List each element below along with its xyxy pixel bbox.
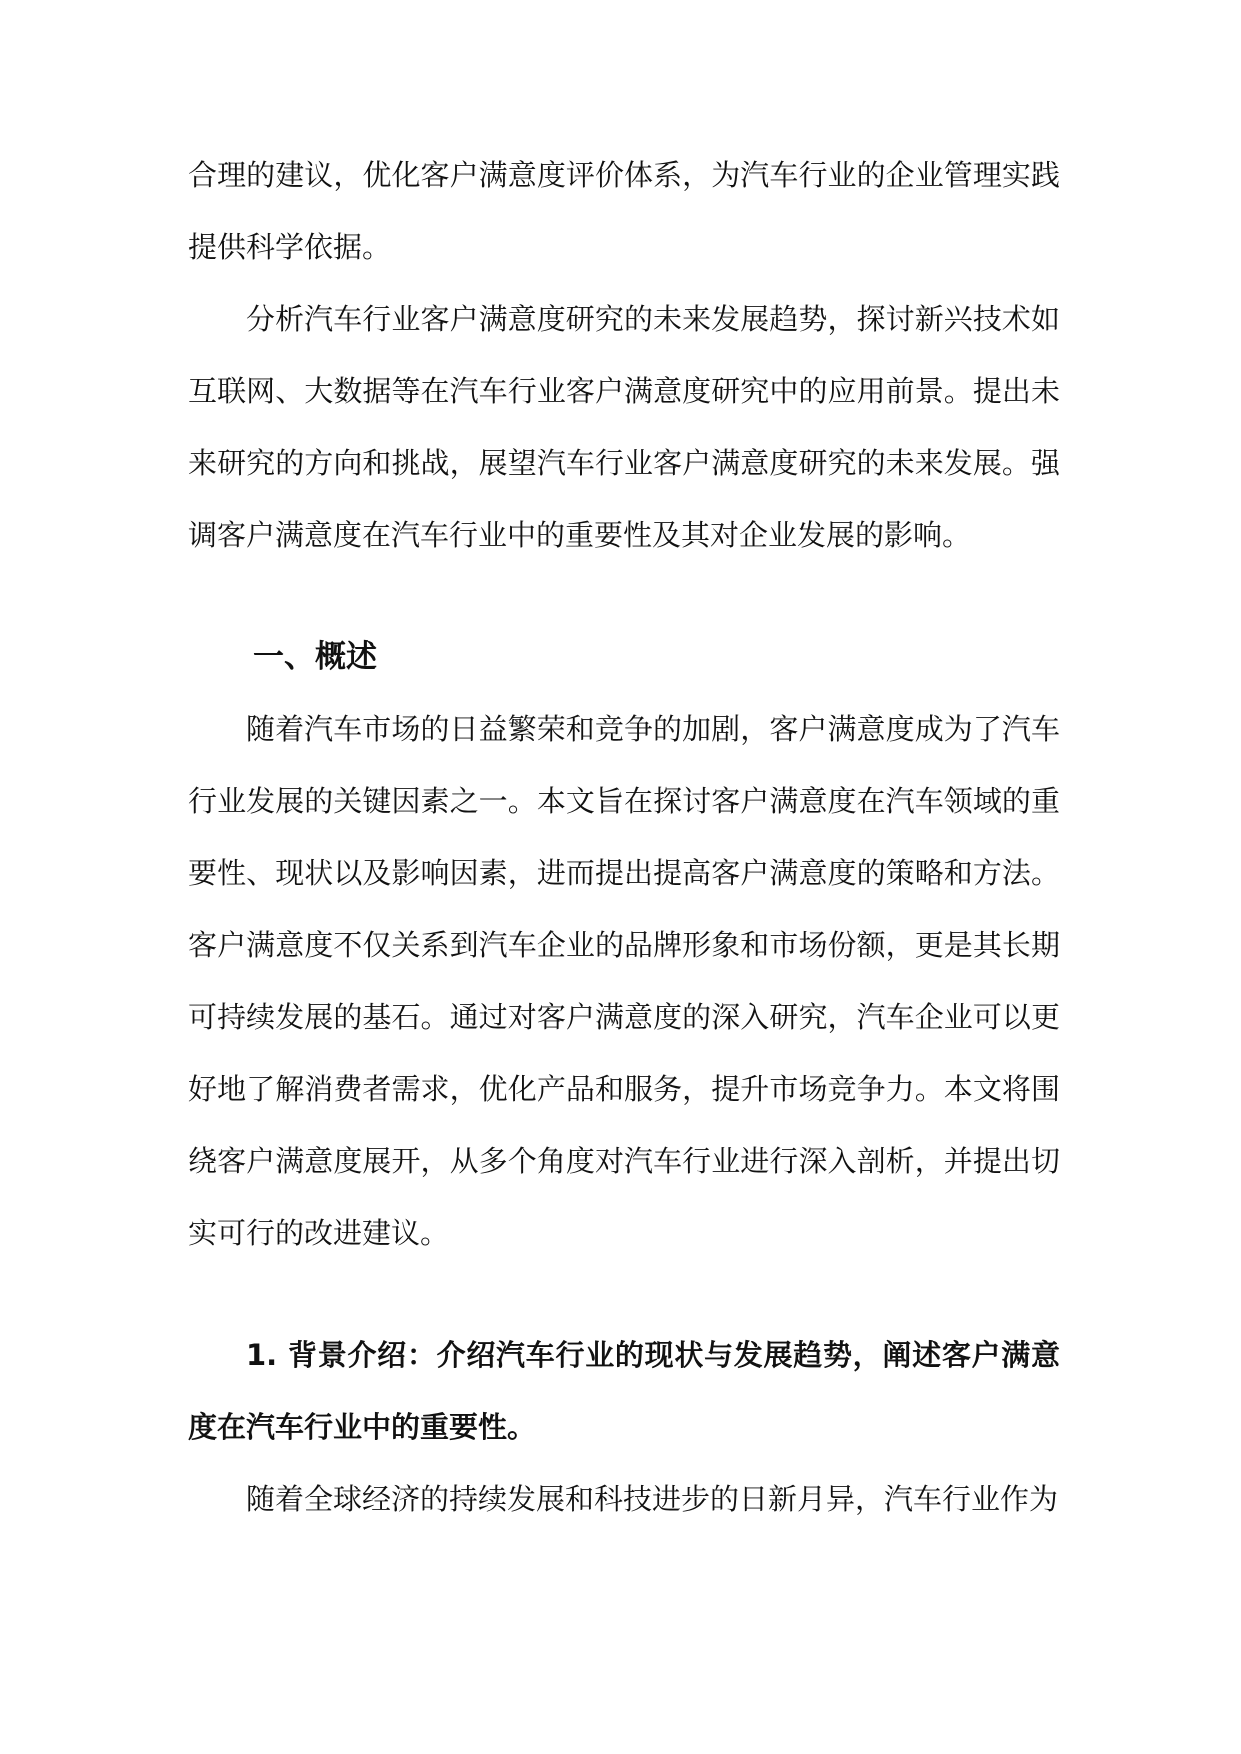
document-body	[188, 139, 1060, 1535]
body-paragraph: 合理的建议，优化客户满意度评价体系，为汽车行业的企业管理实践提供科学依据。	[188, 158, 1060, 264]
section-heading: 一、概述	[253, 639, 377, 675]
sub-heading: 1. 背景介绍：介绍汽车行业的现状与发展趋势，阐述客户满意度在汽车行业中的重要性。	[188, 1338, 1060, 1444]
body-paragraph: 分析汽车行业客户满意度研究的未来发展趋势，探讨新兴技术如互联网、大数据等在汽车行业客户满意度研究中的应用前景。提出未来研究的方向和挑战，展望汽车行业客户满意度研究的未来发展。强调客户满意度在汽车行业中的重要性及其对企业发展的影响。	[188, 302, 1060, 552]
body-paragraph: 随着全球经济的持续发展和科技进步的日新月异，汽车行业作为	[246, 1482, 1059, 1516]
body-paragraph: 随着汽车市场的日益繁荣和竞争的加剧，客户满意度成为了汽车行业发展的关键因素之一。本文旨在探讨客户满意度在汽车领域的重要性、现状以及影响因素，进而提出提高客户满意度的策略和方法。客户满意度不仅关系到汽车企业的品牌形象和市场份额，更是其长期可持续发展的基石。通过对客户满意度的深入研究，汽车企业可以更好地了解消费者需求，优化产品和服务，提升市场竞争力。本文将围绕客户满意度展开，从多个角度对汽车行业进行深入剖析，并提出切实可行的改进建议。	[188, 712, 1060, 1250]
